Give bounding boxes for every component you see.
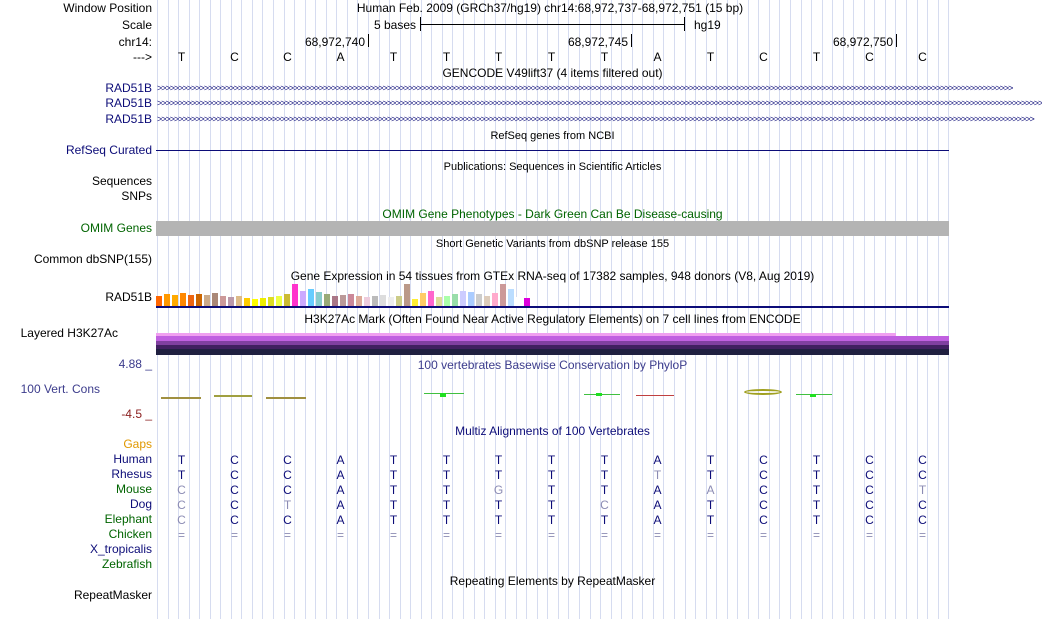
- alignment-base: T: [389, 483, 398, 497]
- alignment-base: A: [336, 468, 345, 482]
- alignment-base: C: [230, 468, 239, 482]
- strand-arrow-label: --->: [133, 50, 152, 64]
- alignment-base: T: [547, 513, 556, 527]
- gtex-tissue-bar[interactable]: [356, 296, 362, 306]
- gtex-tissue-bar[interactable]: [484, 296, 490, 306]
- alignment-base: T: [706, 498, 715, 512]
- alignment-base: =: [177, 528, 185, 542]
- alignment-base: C: [230, 453, 239, 467]
- phylop-max-label: 4.88 _: [118, 357, 152, 371]
- gtex-expression-bars[interactable]: [156, 284, 536, 306]
- gaps-label[interactable]: Gaps: [123, 437, 152, 451]
- gencode-track-title[interactable]: GENCODE V49lift37 (4 items filtered out): [442, 66, 663, 80]
- gtex-tissue-bar[interactable]: [332, 296, 338, 306]
- reference-base: C: [759, 50, 768, 64]
- scale-bar: [420, 17, 685, 31]
- alignment-base: C: [865, 498, 874, 512]
- gtex-tissue-bar[interactable]: [412, 299, 418, 306]
- alignment-base: A: [706, 483, 715, 497]
- alignment-base: T: [442, 453, 451, 467]
- alignment-base: A: [653, 483, 662, 497]
- alignment-base: T: [389, 498, 398, 512]
- alignment-base: C: [918, 453, 927, 467]
- vertcons-label[interactable]: 100 Vert. Cons: [20, 382, 100, 396]
- gene-model-rad51b[interactable]: >>>>>>>>>>>>>>>>>>>>>>>>>>>>>>>>>>>>>>>>>>>>>>>>>>>>>>>>>>>>>>>>>>>>>>>>>>>>>>>>>>>>>>>>>>>>>>>>>>>>>>>>>>>>>>>>>>>>>>>>>>>>>>>>>>>>>>>>>>>>>>>>>>>>>>>>>>>>>>>>>>>>>>>>>>>>>>>>>>>>>>>>>>>>>>>>>>>>>>>>>>>>>>>>: [157, 98, 1042, 108]
- gtex-gene-line[interactable]: [156, 306, 949, 308]
- reference-base: C: [865, 50, 874, 64]
- alignment-base: T: [918, 483, 927, 497]
- alignment-base: A: [336, 513, 345, 527]
- sequences-label[interactable]: Sequences: [91, 174, 152, 188]
- species-label-elephant[interactable]: Elephant: [104, 512, 152, 526]
- species-label-chicken[interactable]: Chicken: [108, 527, 152, 541]
- alignment-base: C: [865, 453, 874, 467]
- gtex-tissue-bar[interactable]: [164, 294, 170, 306]
- alignment-base: C: [759, 513, 768, 527]
- refseq-label[interactable]: RefSeq Curated: [65, 143, 152, 157]
- gtex-tissue-bar[interactable]: [212, 293, 218, 306]
- alignment-base: =: [865, 528, 873, 542]
- alignment-base: =: [283, 528, 291, 542]
- species-label-human[interactable]: Human: [113, 452, 152, 466]
- species-label-dog[interactable]: Dog: [129, 497, 152, 511]
- alignment-base: G: [493, 483, 504, 497]
- gtex-tissue-bar[interactable]: [364, 297, 370, 306]
- gtex-tissue-bar[interactable]: [236, 296, 242, 306]
- gtex-tissue-bar[interactable]: [452, 294, 458, 306]
- coord-tick: [368, 34, 369, 47]
- multiz-track-title[interactable]: Multiz Alignments of 100 Vertebrates: [455, 424, 650, 438]
- h3k27ac-signal[interactable]: [156, 333, 949, 355]
- h3k27ac-label[interactable]: Layered H3K27Ac: [20, 326, 118, 340]
- alignment-base: T: [442, 513, 451, 527]
- alignment-base: T: [706, 468, 715, 482]
- gtex-tissue-bar[interactable]: [508, 289, 514, 306]
- gtex-tissue-bar[interactable]: [500, 284, 506, 306]
- repeatmasker-label[interactable]: RepeatMasker: [73, 588, 152, 602]
- gtex-tissue-bar[interactable]: [300, 291, 306, 306]
- gtex-tissue-bar[interactable]: [388, 297, 394, 306]
- gtex-tissue-bar[interactable]: [380, 295, 386, 306]
- gtex-tissue-bar[interactable]: [316, 292, 322, 306]
- reference-base: T: [389, 50, 398, 64]
- alignment-base: A: [336, 483, 345, 497]
- alignment-base: T: [389, 513, 398, 527]
- gtex-tissue-bar[interactable]: [268, 297, 274, 306]
- alignment-base: C: [230, 483, 239, 497]
- alignment-base: A: [336, 453, 345, 467]
- db-label: hg19: [694, 18, 721, 32]
- gtex-tissue-bar[interactable]: [436, 297, 442, 306]
- alignment-base: C: [759, 468, 768, 482]
- gtex-tissue-bar[interactable]: [324, 294, 330, 306]
- gtex-tissue-bar[interactable]: [252, 299, 258, 306]
- alignment-base: T: [494, 498, 503, 512]
- dbsnp-track-title[interactable]: Short Genetic Variants from dbSNP release 155: [435, 238, 670, 250]
- gtex-tissue-bar[interactable]: [220, 296, 226, 306]
- alignment-base: =: [494, 528, 502, 542]
- alignment-base: =: [389, 528, 397, 542]
- gtex-tissue-bar[interactable]: [428, 291, 434, 306]
- alignment-base: C: [177, 513, 186, 527]
- coord-label: 68,972,750: [832, 35, 893, 49]
- reference-base: C: [230, 50, 239, 64]
- coord-label: 68,972,745: [567, 35, 628, 49]
- gtex-tissue-bar[interactable]: [404, 284, 410, 306]
- alignment-base: A: [653, 513, 662, 527]
- gene-label-rad51b[interactable]: RAD51B: [105, 112, 152, 126]
- scale-label: Scale: [121, 18, 152, 32]
- gtex-tissue-bar[interactable]: [276, 296, 282, 306]
- gtex-tissue-bar[interactable]: [260, 298, 266, 306]
- refseq-gene-line[interactable]: [156, 150, 949, 151]
- alignment-base: C: [759, 498, 768, 512]
- gtex-tissue-bar[interactable]: [204, 295, 210, 306]
- alignment-base: T: [177, 468, 186, 482]
- assembly-position-text: Human Feb. 2009 (GRCh37/hg19) chr14:68,972,737-68,972,751 (15 bp): [356, 1, 744, 15]
- reference-base: T: [547, 50, 556, 64]
- alignment-base: C: [283, 468, 292, 482]
- alignment-base: T: [283, 498, 292, 512]
- alignment-base: C: [759, 453, 768, 467]
- scale-text: 5 bases: [373, 18, 416, 32]
- refseq-track-title[interactable]: RefSeq genes from NCBI: [490, 130, 615, 142]
- dbsnp-label[interactable]: Common dbSNP(155): [33, 252, 152, 266]
- alignment-base: =: [600, 528, 608, 542]
- alignment-base: =: [759, 528, 767, 542]
- alignment-base: =: [706, 528, 714, 542]
- alignment-base: T: [812, 513, 821, 527]
- gtex-tissue-bar[interactable]: [516, 297, 522, 306]
- gtex-tissue-bar[interactable]: [292, 284, 298, 306]
- alignment-base: =: [336, 528, 344, 542]
- alignment-base: C: [918, 468, 927, 482]
- alignment-base: C: [177, 498, 186, 512]
- gene-label-rad51b[interactable]: RAD51B: [105, 81, 152, 95]
- gtex-tissue-bar[interactable]: [372, 296, 378, 306]
- alignment-base: T: [442, 468, 451, 482]
- alignment-base: T: [600, 513, 609, 527]
- species-label-zebrafish[interactable]: Zebrafish: [101, 557, 152, 571]
- alignment-base: T: [653, 468, 662, 482]
- repeatmasker-track-title[interactable]: Repeating Elements by RepeatMasker: [449, 574, 656, 588]
- gtex-tissue-bar[interactable]: [476, 294, 482, 306]
- gtex-tissue-bar[interactable]: [196, 294, 202, 306]
- alignment-base: A: [653, 453, 662, 467]
- alignment-base: T: [494, 453, 503, 467]
- reference-base: C: [918, 50, 927, 64]
- reference-base: T: [494, 50, 503, 64]
- h3k27ac-track-title[interactable]: H3K27Ac Mark (Often Found Near Active Regulatory Elements) on 7 cell lines from ENCODE: [304, 312, 801, 326]
- alignment-base: C: [865, 468, 874, 482]
- alignment-base: T: [547, 498, 556, 512]
- publications-track-title[interactable]: Publications: Sequences in Scientific Articles: [443, 161, 662, 173]
- alignment-base: =: [918, 528, 926, 542]
- alignment-base: T: [812, 453, 821, 467]
- omim-track-title[interactable]: OMIM Gene Phenotypes - Dark Green Can Be Disease-causing: [382, 207, 723, 221]
- alignment-base: T: [600, 453, 609, 467]
- alignment-base: T: [177, 453, 186, 467]
- phylop-track-title[interactable]: 100 vertebrates Basewise Conservation by PhyloP: [417, 358, 688, 372]
- alignment-base: =: [812, 528, 820, 542]
- alignment-base: =: [230, 528, 238, 542]
- gtex-tissue-bar[interactable]: [492, 293, 498, 306]
- alignment-base: T: [442, 498, 451, 512]
- alignment-base: T: [547, 468, 556, 482]
- gtex-tissue-bar[interactable]: [156, 296, 162, 306]
- gtex-tissue-bar[interactable]: [180, 293, 186, 306]
- gtex-gene-label[interactable]: RAD51B: [105, 290, 152, 304]
- alignment-base: T: [600, 468, 609, 482]
- gene-model-rad51b[interactable]: >>>>>>>>>>>>>>>>>>>>>>>>>>>>>>>>>>>>>>>>>>>>>>>>>>>>>>>>>>>>>>>>>>>>>>>>>>>>>>>>>>>>>>>>>>>>>>>>>>>>>>>>>>>>>>>>>>>>>>>>>>>>>>>>>>>>>>>>>>>>>>>>>>>>>>>>>>>>>>>>>>>>>>>>>>>>>>>>>>>>>>>>>>>>>>>>>>>>>>>>>>>>>>: [157, 114, 1034, 124]
- gtex-tissue-bar[interactable]: [524, 298, 530, 306]
- alignment-base: A: [336, 498, 345, 512]
- gtex-tissue-bar[interactable]: [420, 293, 426, 306]
- reference-base: T: [177, 50, 186, 64]
- species-label-xtropicalis[interactable]: X_tropicalis: [89, 542, 152, 556]
- alignment-base: C: [918, 513, 927, 527]
- alignment-base: T: [812, 498, 821, 512]
- alignment-base: =: [547, 528, 555, 542]
- gtex-tissue-bar[interactable]: [460, 291, 466, 306]
- alignment-base: C: [865, 483, 874, 497]
- reference-bases: [155, 50, 950, 65]
- alignment-base: T: [547, 483, 556, 497]
- alignment-base: C: [283, 513, 292, 527]
- coord-label: 68,972,740: [304, 35, 365, 49]
- reference-base: T: [442, 50, 451, 64]
- coord-tick: [631, 34, 632, 47]
- window-position-label: Window Position: [63, 1, 152, 15]
- alignment-base: C: [759, 483, 768, 497]
- alignment-base: C: [283, 483, 292, 497]
- alignment-base: T: [389, 468, 398, 482]
- alignment-base: C: [230, 498, 239, 512]
- alignment-base: T: [547, 453, 556, 467]
- gtex-tissue-bar[interactable]: [348, 294, 354, 306]
- alignment-base: C: [600, 498, 609, 512]
- reference-base: A: [653, 50, 662, 64]
- multiz-alignment[interactable]: [155, 453, 950, 545]
- alignment-base: C: [918, 498, 927, 512]
- alignment-base: T: [706, 513, 715, 527]
- alignment-base: T: [706, 453, 715, 467]
- reference-base: C: [283, 50, 292, 64]
- omim-label[interactable]: OMIM Genes: [80, 221, 152, 235]
- gtex-tissue-bar[interactable]: [308, 289, 314, 306]
- gtex-tissue-bar[interactable]: [188, 295, 194, 306]
- alignment-base: A: [653, 498, 662, 512]
- alignment-base: =: [442, 528, 450, 542]
- alignment-base: =: [653, 528, 661, 542]
- phylop-signal[interactable]: [156, 385, 949, 405]
- reference-base: T: [706, 50, 715, 64]
- snps-label[interactable]: SNPs: [121, 189, 152, 203]
- alignment-base: T: [494, 468, 503, 482]
- alignment-base: C: [865, 513, 874, 527]
- alignment-base: T: [389, 453, 398, 467]
- alignment-base: C: [177, 483, 186, 497]
- gtex-tissue-bar[interactable]: [396, 296, 402, 306]
- gtex-tissue-bar[interactable]: [284, 294, 290, 306]
- reference-base: T: [600, 50, 609, 64]
- alignment-base: T: [600, 483, 609, 497]
- gtex-tissue-bar[interactable]: [244, 298, 250, 306]
- alignment-base: C: [283, 453, 292, 467]
- gtex-tissue-bar[interactable]: [340, 295, 346, 306]
- gtex-track-title[interactable]: Gene Expression in 54 tissues from GTEx RNA-seq of 17382 samples, 948 donors (V8, Aug 2019): [290, 269, 815, 283]
- alignment-base: C: [230, 513, 239, 527]
- gene-label-rad51b[interactable]: RAD51B: [105, 96, 152, 110]
- omim-gene-bar[interactable]: [156, 221, 949, 236]
- gtex-tissue-bar[interactable]: [444, 296, 450, 306]
- coord-tick: [896, 34, 897, 47]
- gtex-tissue-bar[interactable]: [172, 295, 178, 306]
- reference-base: A: [336, 50, 345, 64]
- species-label-rhesus[interactable]: Rhesus: [111, 467, 152, 481]
- alignment-base: T: [442, 483, 451, 497]
- species-label-mouse[interactable]: Mouse: [115, 482, 152, 496]
- gtex-tissue-bar[interactable]: [468, 292, 474, 306]
- phylop-min-label: -4.5 _: [121, 407, 152, 421]
- gene-model-rad51b[interactable]: >>>>>>>>>>>>>>>>>>>>>>>>>>>>>>>>>>>>>>>>>>>>>>>>>>>>>>>>>>>>>>>>>>>>>>>>>>>>>>>>>>>>>>>>>>>>>>>>>>>>>>>>>>>>>>>>>>>>>>>>>>>>>>>>>>>>>>>>>>>>>>>>>>>>>>>>>>>>>>>>>>>>>>>>>>>>>>>>>>>>>>>>>>>>>>>>>>>>>>>>>: [157, 83, 1013, 93]
- gtex-tissue-bar[interactable]: [228, 297, 234, 306]
- alignment-base: T: [494, 513, 503, 527]
- reference-base: T: [812, 50, 821, 64]
- alignment-base: T: [812, 468, 821, 482]
- chrom-label: chr14:: [118, 35, 152, 49]
- alignment-base: T: [812, 483, 821, 497]
